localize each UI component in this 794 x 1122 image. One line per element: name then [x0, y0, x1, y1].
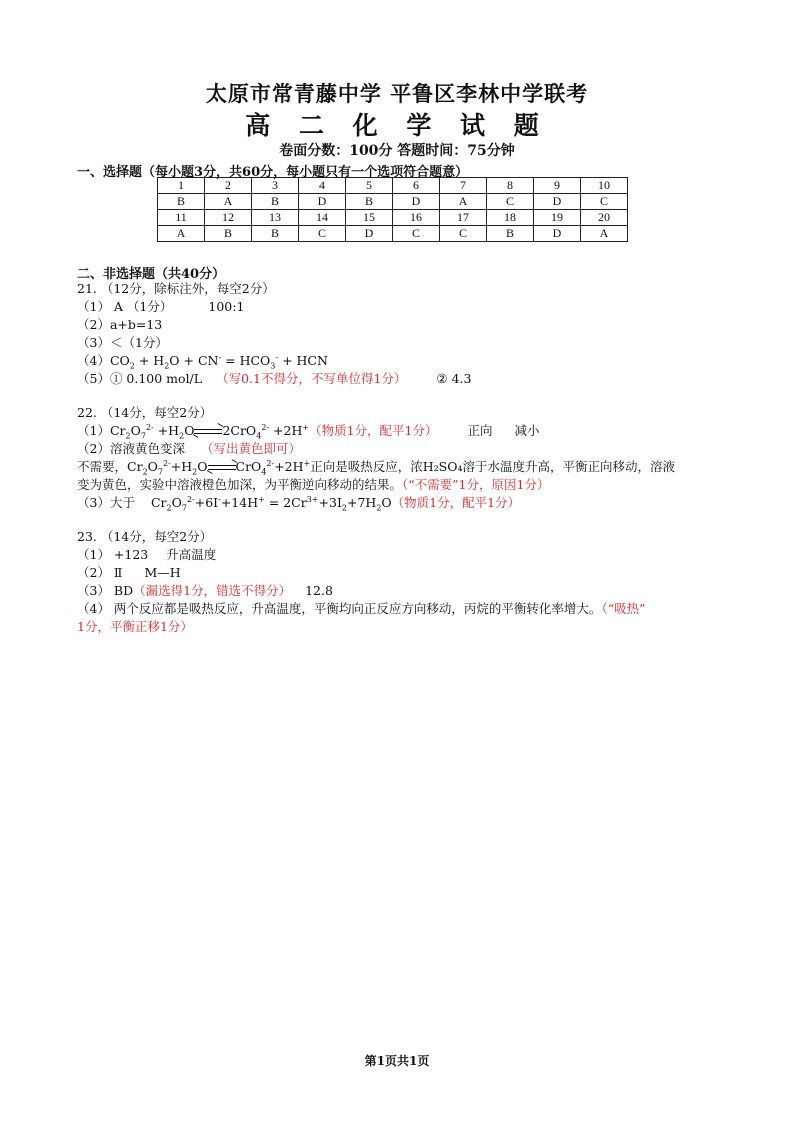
q22-a1-note: （物质1分，配平1分） [309, 423, 438, 438]
section1-heading: 一、选择题（每小题3分，共60分，每小题只有一个选项符合题意） [77, 165, 469, 180]
question-number-cell: 1 [158, 178, 205, 194]
equilibrium-arrow-icon [208, 463, 236, 473]
q23-answer-3 [77, 582, 333, 600]
question-number-row [158, 210, 628, 226]
q23-a1: （1） +123 [77, 547, 149, 562]
question-number-cell: 6 [393, 178, 440, 194]
question-number-cell: 7 [440, 178, 487, 194]
answer-cell: D [346, 226, 393, 242]
page-footer: 第1页共1页 [364, 1054, 430, 1068]
section2-heading: 二、非选择题（共40分） [77, 267, 226, 282]
q22-a1-prefix: （1） [77, 423, 110, 438]
q22-answer-2 [77, 440, 301, 458]
answer-table [157, 177, 628, 242]
q21-a4-prefix: （4） [77, 353, 110, 368]
q23-a4-note2: 1分，平衡正移1分） [77, 619, 193, 634]
q21-answer-1 [77, 298, 244, 316]
q22-explanation-1 [77, 458, 675, 476]
answer-cell: D [534, 226, 581, 242]
q21-a1b: 100:1 [208, 299, 245, 314]
q21-answer-4 [77, 352, 328, 370]
q21-a5b: ② 4.3 [436, 371, 472, 386]
q23-answer-4 [77, 600, 645, 618]
answer-cell: D [299, 194, 346, 210]
exam-info: 卷面分数：100分 答题时间：75分钟 [279, 143, 515, 159]
answer-cell: C [581, 194, 628, 210]
answer-cell: D [534, 194, 581, 210]
question-number-cell: 12 [205, 210, 252, 226]
question-number-cell: 15 [346, 210, 393, 226]
q22-answer-1 [77, 422, 540, 440]
question-number-cell: 5 [346, 178, 393, 194]
answer-cell: A [158, 226, 205, 242]
answer-cell: B [487, 226, 534, 242]
question-number-cell: 10 [581, 178, 628, 194]
q23-a2: （2） Ⅱ [77, 565, 123, 580]
question-number-cell: 8 [487, 178, 534, 194]
q22-a3-prefix: （3）大于 [77, 495, 135, 510]
q22-p1-equation: $Cr_2O_7^{2-}+H_2O$ CrO$_4^{2-}$+2H+ [127, 458, 311, 477]
answer-cell: C [299, 226, 346, 242]
q23-a2b: M—H [144, 565, 181, 580]
q22-p1-start: 不需要， [77, 459, 128, 474]
q23-a3b: 12.8 [305, 583, 333, 598]
q23-a4-note1: （“吸热” [601, 601, 646, 616]
question-number-cell: 20 [581, 210, 628, 226]
q22-explanation-2 [77, 476, 549, 494]
q22-a1-c: 减小 [514, 423, 540, 438]
q22-p2: 变为黄色，实验中溶液橙色加深，为平衡逆向移动的结果。 [77, 477, 403, 492]
q22-a3-equation: $Cr_2O_7^{2-}+6I^-+14H^+ = 2Cr^{3+}+3I_2+7H_2O$ [150, 494, 392, 513]
question-number-cell: 17 [440, 210, 487, 226]
question-number-cell: 3 [252, 178, 299, 194]
exam-title: 太原市常青藤中学 平鲁区李林中学联考 [205, 81, 589, 106]
equilibrium-arrow-icon [194, 427, 222, 437]
q21-answer-5 [77, 370, 471, 388]
q23-answer-2 [77, 564, 181, 582]
answer-cell: B [346, 194, 393, 210]
q22-a2: （2）溶液黄色变深 [77, 441, 185, 456]
answer-row [158, 194, 628, 210]
answer-cell: B [158, 194, 205, 210]
q21-answer-2: （2）a+b=13 [77, 317, 163, 332]
question-number-cell: 2 [205, 178, 252, 194]
answer-cell: B [252, 194, 299, 210]
q23-a3: （3） BD [77, 583, 134, 598]
q23-heading: 23. （14分，每空2分） [77, 529, 213, 544]
q22-answer-3 [77, 494, 520, 512]
q23-a1b: 升高温度 [166, 547, 217, 562]
question-number-row [158, 178, 628, 194]
answer-cell: A [205, 194, 252, 210]
q21-a4-equation: $CO_2 + H_2O + CN^- = HCO_3^-$ + HCN [109, 352, 328, 371]
answer-cell: C [393, 226, 440, 242]
answer-cell: D [393, 194, 440, 210]
answer-cell: B [205, 226, 252, 242]
q21-a5-note: （写0.1不得分，不写单位得1分） [216, 371, 407, 386]
q21-heading: 21. （12分，除标注外，每空2分） [77, 281, 275, 296]
q22-a1-b: 正向 [467, 423, 493, 438]
question-number-cell: 14 [299, 210, 346, 226]
answer-row [158, 226, 628, 242]
answer-cell: C [487, 194, 534, 210]
q22-p2-note: （“不需要”1分，原因1分） [402, 477, 550, 492]
q21-a5-prefix: （5）① 0.100 mol/L [77, 371, 203, 386]
exam-subtitle: 高 二 化 学 试 题 [245, 111, 549, 140]
answer-cell: B [252, 226, 299, 242]
question-number-cell: 9 [534, 178, 581, 194]
q21-answer-3: （3）＜（1分） [77, 335, 168, 350]
q22-a3-note: （物质1分，配平1分） [391, 495, 521, 510]
q22-a1-equation: $Cr_2O_7^{2-} +H_2O$ 2CrO$_4^{2-}$ +2H+ [109, 422, 310, 441]
q23-answer-1 [77, 546, 216, 564]
q22-heading: 22. （14分，每空2分） [77, 405, 213, 420]
q23-a4: （4） 两个反应都是吸热反应，升高温度，平衡均向正反应方向移动，丙烷的平衡转化率增大。 [77, 601, 602, 616]
question-number-cell: 18 [487, 210, 534, 226]
answer-cell: A [440, 194, 487, 210]
q21-a1: （1） A （1分） [77, 299, 173, 314]
answer-cell: C [440, 226, 487, 242]
q22-p1-end: 正向是吸热反应，浓H₂SO₄溶于水温度升高，平衡正向移动，溶液 [310, 459, 675, 474]
q23-a3-note: （漏选得1分，错选不得分） [133, 583, 292, 598]
answer-cell: A [581, 226, 628, 242]
question-number-cell: 13 [252, 210, 299, 226]
question-number-cell: 19 [534, 210, 581, 226]
question-number-cell: 11 [158, 210, 205, 226]
question-number-cell: 16 [393, 210, 440, 226]
q22-a2-note: （写出黄色即可） [200, 441, 301, 456]
question-number-cell: 4 [299, 178, 346, 194]
